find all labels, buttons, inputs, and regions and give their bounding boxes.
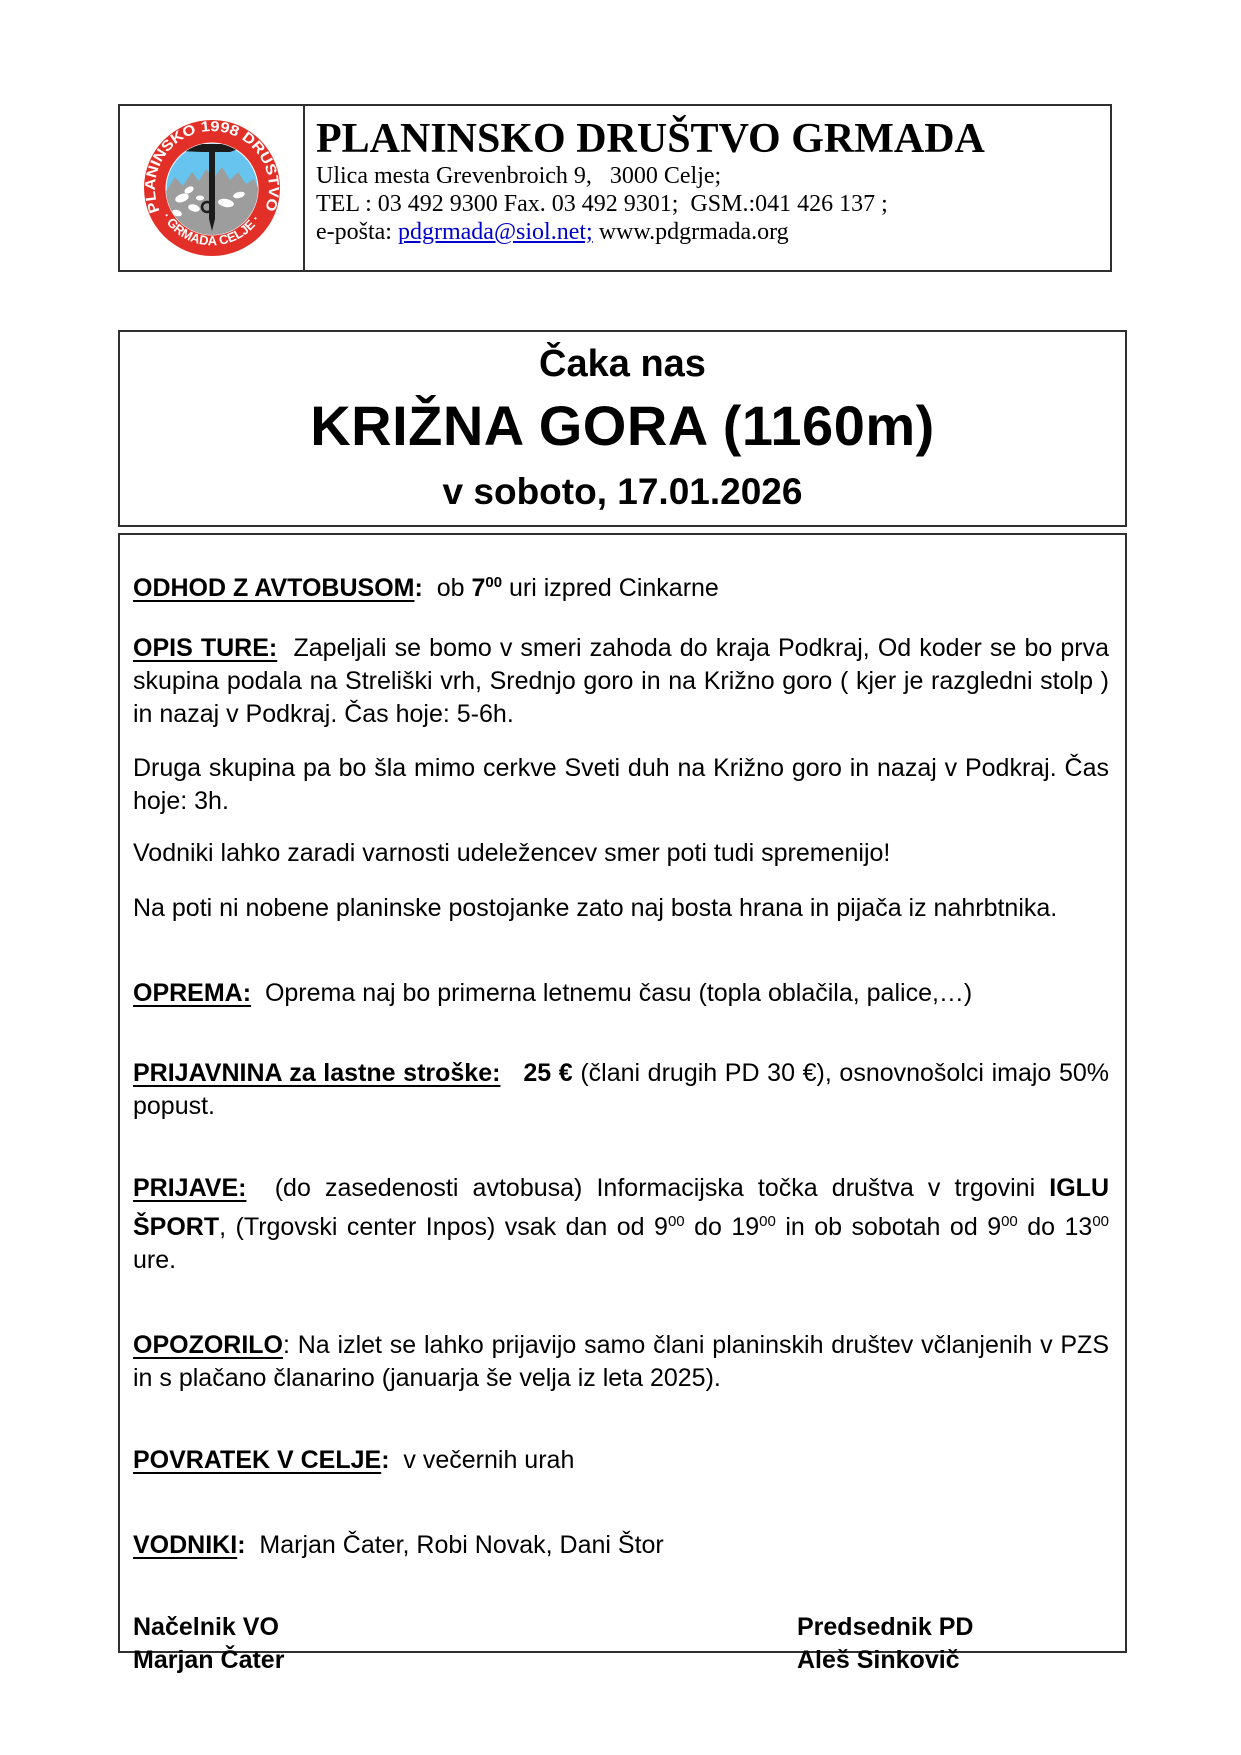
paragraph-vodniki (133, 1529, 1109, 1562)
paragraph-napoti (133, 892, 1109, 925)
paragraph-prijave (133, 1172, 1109, 1277)
text-run (500, 1059, 523, 1087)
email-label: e-pošta: (316, 219, 398, 245)
text-run: : (237, 1531, 246, 1559)
text-run: ODHOD Z AVTOBUSOM (133, 574, 415, 602)
signature-left-name: Marjan Čater (133, 1646, 285, 1674)
event-details-box (118, 533, 1127, 1674)
paragraph-oprema (133, 977, 1109, 1010)
email-link[interactable]: pdgrmada@siol.net; (397, 219, 593, 245)
logo-arc-top-label: PLANINSKO 1998 DRUŠTVO (142, 118, 281, 215)
text-run: 25 € (523, 1059, 573, 1087)
event-title-box (118, 330, 1127, 527)
paragraph-opis (133, 632, 1109, 731)
phone-line: TEL : 03 492 9300 Fax. 03 492 9301; GSM.:041 426 137 ; (316, 191, 888, 217)
header-contact-block (305, 106, 1110, 270)
org-name: PLANINSKO DRUŠTVO GRMADA (316, 116, 985, 162)
text-run: , (Trgovski center Inpos) vsak dan od 9 (219, 1213, 668, 1241)
logo-cell (120, 106, 305, 270)
signature-right-name: Aleš Sinkovič (797, 1646, 960, 1674)
text-run: OPIS TURE: (133, 634, 278, 662)
text-run: ure. (133, 1246, 177, 1274)
text-run: : Na izlet se lahko prijavijo samo člani planinskih društev včlanjenih v PZS in s plačano članarino (januarja še velja iz leta 2025). (133, 1331, 1109, 1392)
event-date: v soboto, 17.01.2026 (442, 471, 803, 512)
address-line: Ulica mesta Grevenbroich 9, 3000 Celje; (316, 163, 722, 189)
text-run: IGLU ŠPORT (133, 1174, 1109, 1241)
text-run: Druga skupina pa bo šla mimo cerkve Sveti duh na Križno goro in nazaj v Podkraj. Čas hoje: 3h. (133, 754, 1109, 815)
text-run: ob (422, 574, 472, 602)
text-run: 00 (667, 1213, 685, 1230)
text-run: : (381, 1446, 390, 1474)
text-run: Na poti ni nobene planinske postojanke zato naj bosta hrana in pijača iz nahrbtnika. (133, 894, 1058, 922)
text-run: do 13 (1017, 1213, 1093, 1241)
mountain-club-logo-icon (142, 118, 282, 258)
text-run: OPREMA: (133, 979, 252, 1007)
text-run: in ob sobotah od 9 (775, 1213, 1002, 1241)
signature-right-role: Predsednik PD (797, 1613, 974, 1641)
event-title: KRIŽNA GORA (1160m) (310, 394, 935, 457)
paragraph-povratek (133, 1444, 1109, 1477)
paragraph-druga (133, 752, 1109, 818)
text-run: 00 (1001, 1213, 1018, 1230)
text-run: : (414, 574, 423, 602)
signature-left-role: Načelnik VO (133, 1613, 279, 1641)
website-text: www.pdgrmada.org (592, 219, 789, 245)
text-run: 7 (471, 574, 486, 602)
text-run: PRIJAVNINA za lastne stroške: (133, 1059, 501, 1087)
email-line (316, 218, 1110, 246)
signature-block (133, 1611, 1109, 1677)
event-intro: Čaka nas (539, 343, 706, 385)
text-run: v večernih urah (389, 1446, 575, 1474)
text-run: VODNIKI (133, 1531, 238, 1559)
header-box (118, 104, 1112, 272)
text-run: Marjan Čater, Robi Novak, Dani Štor (245, 1531, 664, 1559)
text-run: OPOZORILO (133, 1331, 283, 1359)
text-run: 00 (759, 1213, 776, 1230)
text-run: (do zasedenosti avtobusa) Informacijska točka društva v trgovini (246, 1174, 1050, 1202)
text-run: POVRATEK V CELJE (133, 1446, 382, 1474)
text-run: 00 (485, 574, 503, 591)
paragraph-prijavnina (133, 1057, 1109, 1123)
text-run: (člani drugih PD 30 €), osnovnošolci imajo 50% popust. (133, 1059, 1109, 1120)
paragraph-odhod (133, 566, 1109, 605)
text-run: PRIJAVE: (133, 1174, 247, 1202)
paragraph-opozorilo (133, 1329, 1109, 1395)
body-paragraphs (133, 566, 1109, 1562)
signature-right-column (797, 1611, 973, 1677)
text-run: 00 (1092, 1213, 1110, 1230)
text-run: Oprema naj bo primerna letnemu času (topla oblačila, palice,…) (251, 979, 973, 1007)
text-run: Zapeljali se bomo v smeri zahoda do kraja Podkraj, Od koder se bo prva skupina podala na Streliški vrh, Srednjo goro in na Križno goro ( kjer je razgledni stolp ) in nazaj v Podkraj. Čas hoje: 5-6h. (133, 634, 1109, 728)
text-run: do 19 (684, 1213, 760, 1241)
paragraph-vodniki-note (133, 837, 1109, 870)
text-run: Vodniki lahko zaradi varnosti udeležencev smer poti tudi spremenijo! (133, 839, 891, 867)
logo-arc-bottom-label: · GRMADA CELJE · (158, 209, 263, 249)
text-run: uri izpred Cinkarne (502, 574, 719, 602)
